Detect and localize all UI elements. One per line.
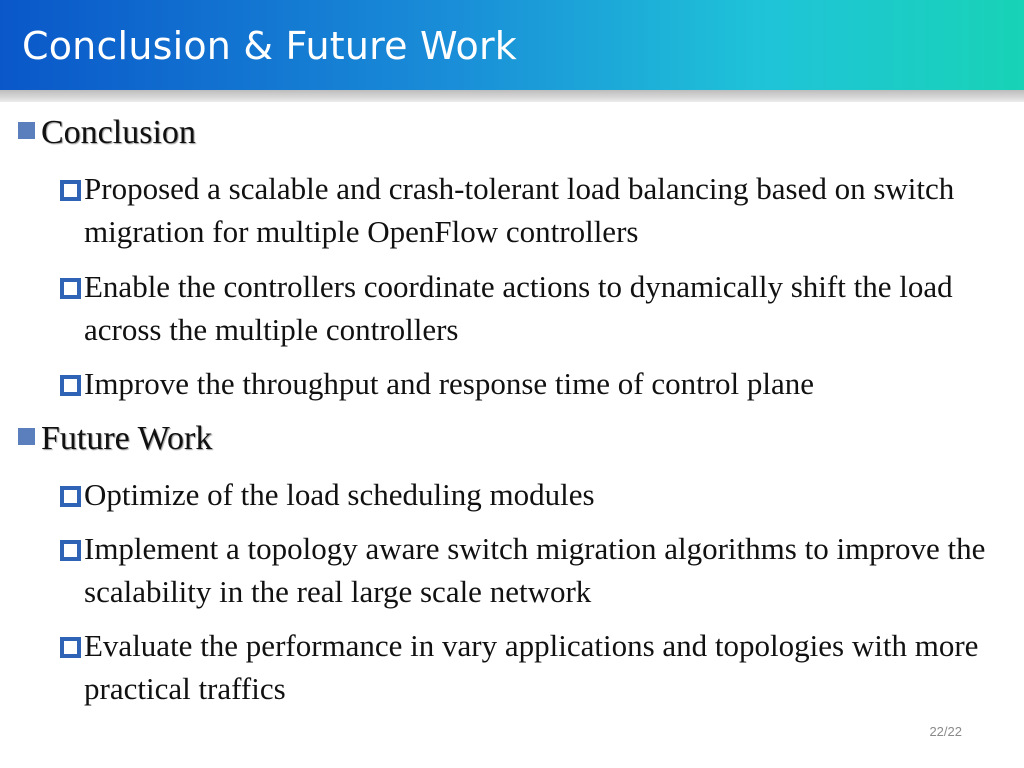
section-heading-future-work <box>18 419 212 459</box>
list-item <box>60 265 1005 351</box>
section-heading-conclusion <box>18 113 196 153</box>
list-item <box>60 624 1005 710</box>
list-item <box>60 527 1005 613</box>
hollow-square-bullet-icon <box>60 486 81 507</box>
list-item-text: Enable the controllers coordinate actions to dynamically shift the load across the multiple controllers <box>84 269 953 347</box>
hollow-square-bullet-icon <box>60 278 81 299</box>
section-heading-label: Future Work <box>41 420 213 457</box>
list-item-text: Implement a topology aware switch migration algorithms to improve the scalability in the real large scale network <box>84 531 986 609</box>
title-bar <box>0 0 1024 90</box>
title-divider <box>0 90 1024 102</box>
hollow-square-bullet-icon <box>60 375 81 396</box>
filled-square-icon <box>18 122 35 139</box>
list-item-text: Optimize of the load scheduling modules <box>84 477 595 512</box>
hollow-square-bullet-icon <box>60 180 81 201</box>
list-item-text: Evaluate the performance in vary applications and topologies with more practical traffics <box>84 628 979 706</box>
list-item-text: Proposed a scalable and crash-tolerant load balancing based on switch migration for multiple OpenFlow controllers <box>84 171 955 249</box>
list-item <box>60 167 1005 253</box>
list-item <box>60 362 1005 405</box>
filled-square-icon <box>18 428 35 445</box>
section-heading-label: Conclusion <box>41 114 196 151</box>
slide-title: Conclusion & Future Work <box>22 24 517 68</box>
list-item <box>60 473 1005 516</box>
hollow-square-bullet-icon <box>60 637 81 658</box>
hollow-square-bullet-icon <box>60 540 81 561</box>
list-item-text: Improve the throughput and response time of control plane <box>84 366 815 401</box>
page-number: 22/22 <box>929 724 962 739</box>
